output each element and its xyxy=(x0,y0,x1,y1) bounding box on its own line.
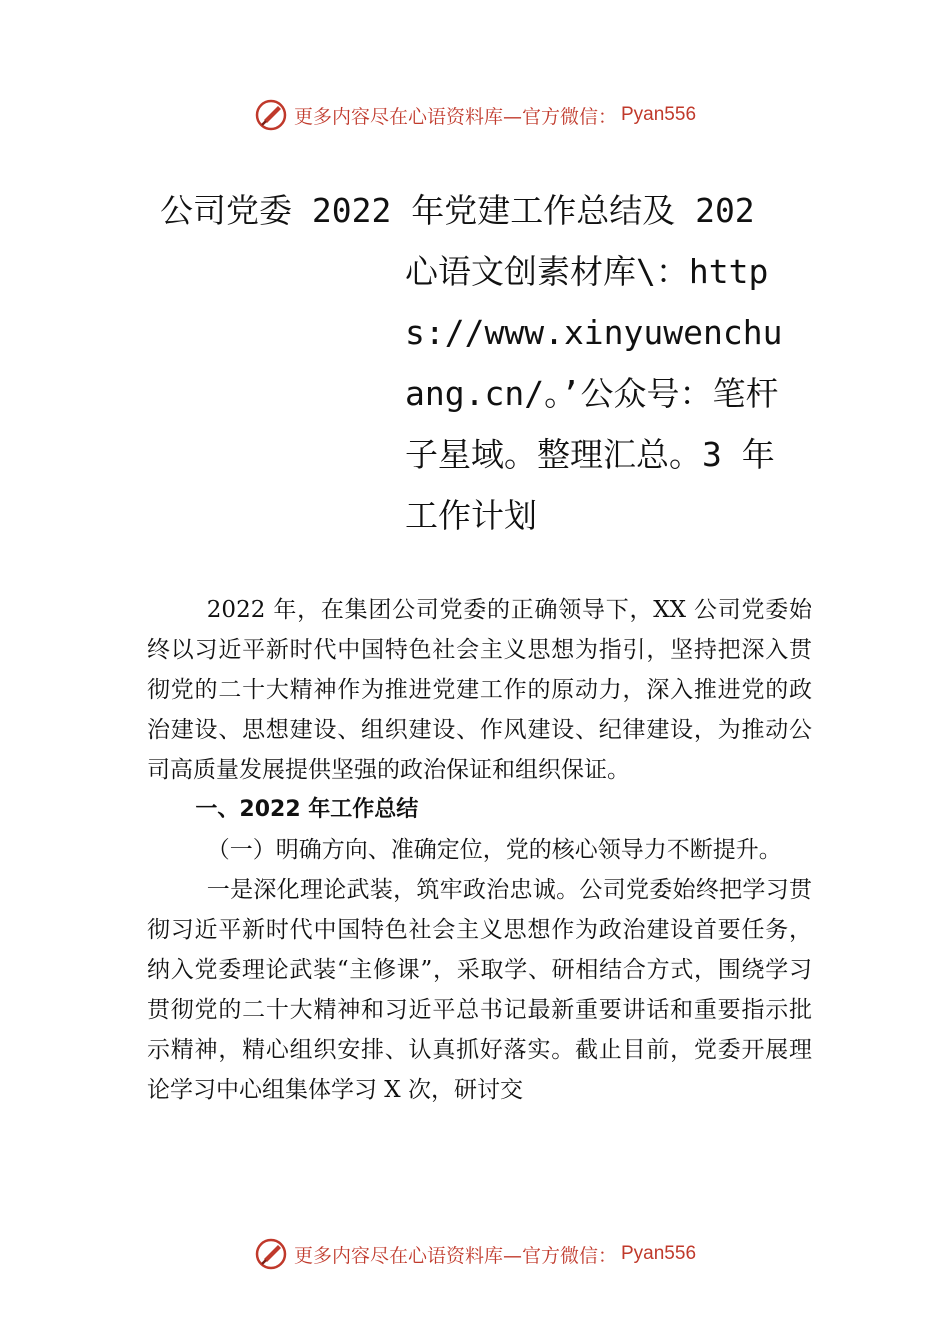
brand-logo-icon xyxy=(254,1237,288,1271)
document-body xyxy=(147,590,812,1110)
wechat-id: Pyan556 xyxy=(621,1243,697,1264)
banner-text: 更多内容尽在心语资料库—官方微信： xyxy=(293,105,617,128)
brand-logo-icon xyxy=(254,98,288,132)
title-line: 公司党委 2022 年党建工作总结及 202 xyxy=(160,191,755,230)
title-overlay-text: 心语文创素材库\：https://www.xinyuwenchuang.cn/。’公众号：笔杆子星域。整理汇总。3 年工作计划 xyxy=(405,252,783,535)
footer-banner xyxy=(0,1232,950,1276)
body-paragraph: 一是深化理论武装，筑牢政治忠诚。公司党委始终把学习贯彻习近平新时代中国特色社会主义思想作为政治建设首要任务，纳入党委理论武装“主修课”，采取学、研相结合方式，围绕学习贯彻党的二十大精神和习近平总书记最新重要讲话和重要指示批示精神，精心组织安排、认真抓好落实。截止目前，党委开展理论学习中心组集体学习 X 次，研讨交 xyxy=(147,877,812,1103)
document-title xyxy=(160,180,800,546)
section-heading: 一、2022 年工作总结 xyxy=(195,797,419,822)
wechat-id: Pyan556 xyxy=(621,104,697,125)
intro-paragraph: 2022 年，在集团公司党委的正确领导下，XX 公司党委始终以习近平新时代中国特色社会主义思想为指引，坚持把深入贯彻党的二十大精神作为推进党建工作的原动力，深入推进党的政治建设、思想建设、组织建设、作风建设、纪律建设，为推动公司高质量发展提供坚强的政治保证和组织保证。 xyxy=(147,597,812,783)
banner-text: 更多内容尽在心语资料库—官方微信： xyxy=(293,1244,617,1267)
header-banner xyxy=(0,93,950,137)
subsection-heading: （一）明确方向、准确定位，党的核心领导力不断提升。 xyxy=(206,837,782,863)
